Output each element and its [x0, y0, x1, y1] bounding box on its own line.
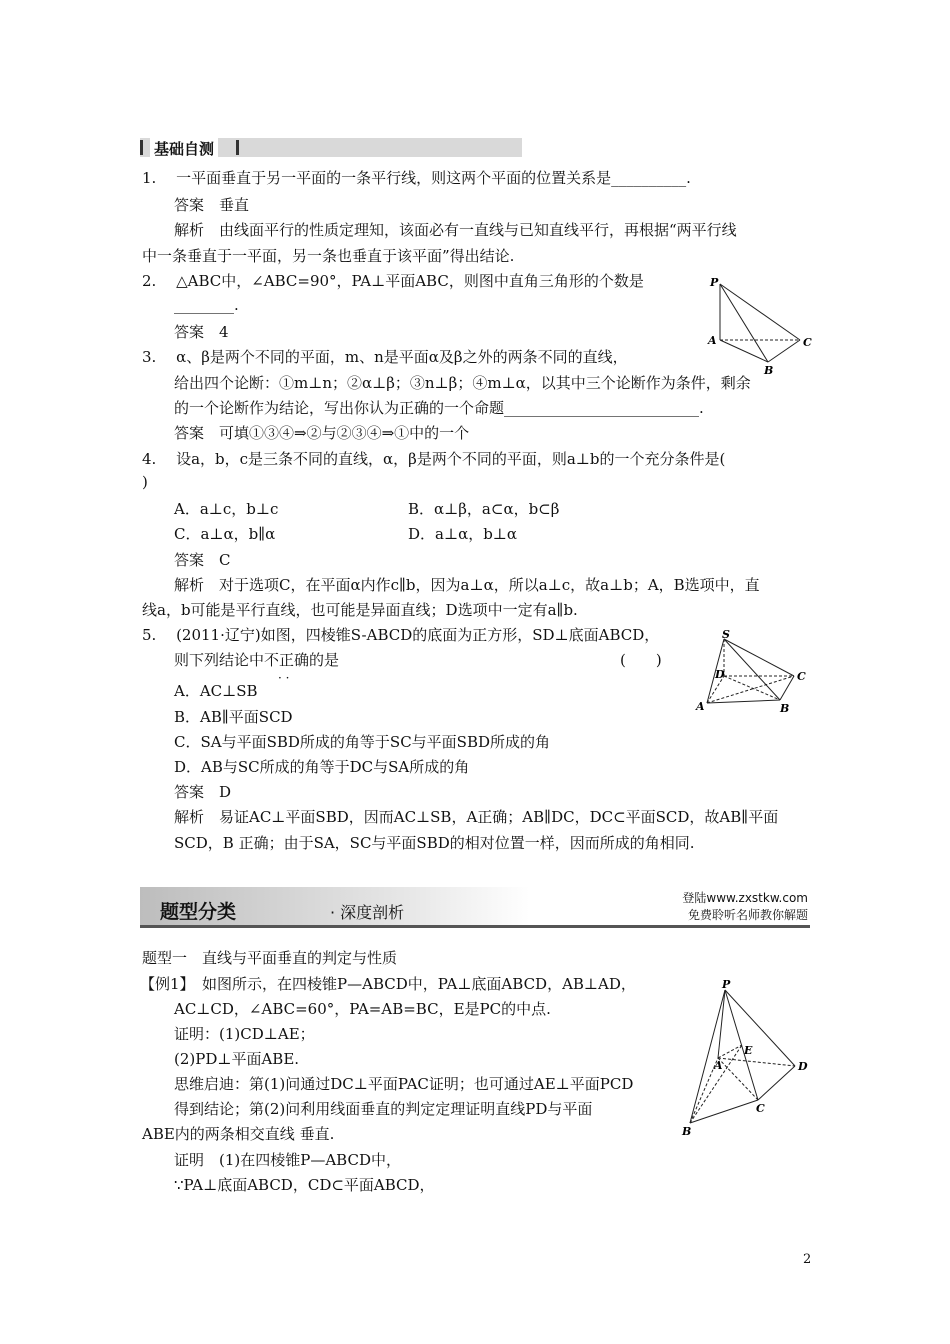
label-p: P — [722, 978, 731, 991]
text-line: 1. 一平面垂直于另一平面的一条平行线，则这两个平面的位置关系是__________. — [142, 169, 691, 187]
text-line: 的一个论断作为结论，写出你认为正确的一个命题__________________________. — [174, 399, 704, 417]
label-a: A — [696, 700, 705, 713]
header-bar-left — [140, 140, 143, 155]
text-line: 【例1】 如图所示，在四棱锥P—ABCD中，PA⊥底面ABCD，AB⊥AD， — [140, 975, 636, 993]
text-line: 解析 对于选项C，在平面α内作c∥b，因为a⊥α，所以a⊥c，故a⊥b；A，B选项中，直 — [174, 576, 760, 594]
label-c: C — [803, 336, 812, 349]
text-line: B．AB∥平面SCD — [174, 708, 293, 726]
text-line: 3. α、β是两个不同的平面，m、n是平面α及β之外的两条不同的直线， — [142, 348, 628, 366]
text-line: 证明 (1)在四棱锥P—ABCD中， — [174, 1151, 401, 1169]
label-e: E — [744, 1044, 753, 1057]
label-d: D — [715, 668, 725, 681]
text-line: 5. (2011·辽宁)如图，四棱锥S-ABCD的底面为正方形，SD⊥底面ABCD， — [142, 626, 660, 644]
banner-subtitle: · 深度剖析 — [330, 903, 405, 922]
text-line: 答案 可填①③④⇒②与②③④⇒①中的一个 — [174, 424, 470, 442]
text-line: 答案 D — [174, 783, 232, 801]
section-header-basic-test — [140, 138, 522, 157]
text-line: ∵PA⊥底面ABCD，CD⊂平面ABCD， — [174, 1176, 435, 1194]
label-a: A — [708, 334, 717, 347]
text-line: 答案 C — [174, 551, 231, 569]
text-line: 题型一 直线与平面垂直的判定与性质 — [142, 949, 398, 967]
label-d: D — [798, 1060, 808, 1073]
banner-title: 题型分类 — [160, 901, 237, 923]
text-line: SCD，B 正确；由于SA，SC与平面SBD的相对位置一样，因而所成的角相同. — [174, 834, 695, 852]
section-banner — [140, 887, 810, 929]
text-line: 中一条垂直于一平面，另一条也垂直于该平面”得出结论. — [142, 247, 515, 265]
banner-rule — [140, 925, 810, 928]
text-line: 2. △ABC中，∠ABC=90°，PA⊥平面ABC，则图中直角三角形的个数是 — [142, 272, 644, 290]
label-c: C — [756, 1102, 765, 1115]
label-p: P — [710, 276, 719, 289]
text-line: 则下列结论中不正确的是 — [174, 651, 340, 669]
text-line: 答案 垂直 — [174, 196, 250, 214]
banner-slogan: 免费聆听名师教你解题 — [687, 908, 808, 922]
text-line: A．a⊥c，b⊥c — [174, 500, 279, 518]
text-line: 解析 易证AC⊥平面SBD，因而AC⊥SB，A正确；AB∥DC，DC⊂平面SCD，故AB∥平面 — [174, 808, 779, 826]
banner-site: 登陆www.zxstkw.com — [682, 891, 808, 905]
text-line: B．α⊥β，a⊂α，b⊂β — [408, 500, 560, 518]
page-number: 2 — [803, 1252, 812, 1267]
emphasis-dots: · · — [278, 671, 290, 685]
text-line: C．a⊥α，b∥α — [174, 525, 276, 543]
text-line: ________. — [174, 296, 239, 314]
text-line: D．AB与SC所成的角等于DC与SA所成的角 — [174, 758, 470, 776]
text-line: C．SA与平面SBD所成的角等于SC与平面SBD所成的角 — [174, 733, 550, 751]
label-b: B — [764, 364, 774, 377]
label-a: A — [714, 1059, 723, 1072]
figure-triangle-pyramid-pabc — [700, 275, 818, 380]
text-line: D．a⊥α，b⊥α — [408, 525, 518, 543]
section-title: 基础自测 — [150, 138, 218, 159]
text-line: 线a，b可能是平行直线，也可能是异面直线；D选项中一定有a∥b. — [142, 601, 578, 619]
text-line: 思维启迪：第(1)问通过DC⊥平面PAC证明；也可通过AE⊥平面PCD — [174, 1075, 634, 1093]
text-line: 4. 设a，b，c是三条不同的直线，α，β是两个不同的平面，则a⊥b的一个充分条件是( — [142, 450, 726, 468]
text-line: AC⊥CD，∠ABC=60°，PA=AB=BC，E是PC的中点. — [174, 1000, 551, 1018]
text-line: A．AC⊥SB — [174, 682, 258, 700]
text-line: (2)PD⊥平面ABE. — [174, 1050, 300, 1068]
header-bar-right — [236, 140, 239, 155]
text-line: 给出四个论断：①m⊥n；②α⊥β；③n⊥β；④m⊥α，以其中三个论断作为条件，剩余 — [174, 374, 751, 392]
figure-square-pyramid-sabcd — [692, 628, 817, 718]
label-s: S — [722, 628, 730, 641]
text-line: ( ) — [620, 651, 662, 669]
text-line: ) — [142, 473, 148, 491]
label-c: C — [797, 670, 806, 683]
label-b: B — [682, 1125, 692, 1138]
label-b: B — [780, 702, 790, 715]
text-line: 解析 由线面平行的性质定理知，该面必有一直线与已知直线平行，再根据“两平行线 — [174, 221, 737, 239]
text-line: 答案 4 — [174, 323, 229, 341]
text-line: 得到结论；第(2)问利用线面垂直的判定定理证明直线PD与平面 — [174, 1100, 593, 1118]
text-line: 证明：(1)CD⊥AE； — [174, 1025, 315, 1043]
text-line: ABE内的两条相交直线 垂直. — [142, 1125, 335, 1143]
figure-pyramid-pabcd — [680, 978, 815, 1138]
